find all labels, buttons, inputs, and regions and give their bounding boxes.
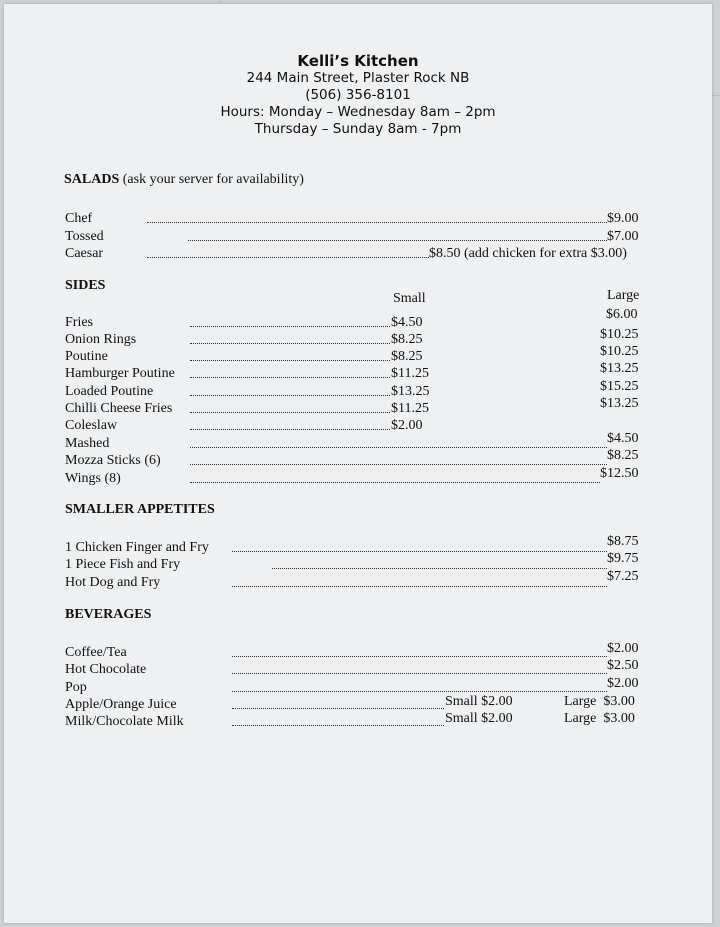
tabletop-seam bbox=[712, 95, 720, 96]
item-price: $9.00 bbox=[607, 211, 639, 226]
price-small: $8.25 bbox=[391, 332, 423, 347]
hours-weekday: Hours: Monday – Wednesday 8am – 2pm bbox=[220, 104, 496, 120]
item-price: $8.50 (add chicken for extra $3.00) bbox=[429, 246, 627, 261]
item-name: Onion Rings bbox=[65, 332, 137, 347]
menu-item-caesar bbox=[4, 245, 712, 263]
menu-header bbox=[4, 52, 712, 138]
item-price: $2.00 bbox=[607, 676, 639, 691]
item-name: Poutine bbox=[65, 349, 108, 364]
item-price: $7.25 bbox=[607, 569, 639, 584]
item-price: $2.00 bbox=[607, 641, 639, 656]
dot-leader bbox=[232, 725, 444, 726]
price-small: $11.25 bbox=[391, 401, 429, 416]
item-name: Milk/Chocolate Milk bbox=[65, 714, 184, 729]
price-large: Large $3.00 bbox=[564, 694, 635, 709]
menu-item-hot-chocolate bbox=[4, 658, 712, 679]
item-name: Hot Dog and Fry bbox=[65, 575, 161, 590]
dot-leader bbox=[272, 568, 607, 569]
menu-item-chef bbox=[4, 210, 712, 228]
menu-item-chicken-finger bbox=[4, 534, 712, 557]
item-name: Chef bbox=[65, 211, 93, 226]
item-name: Tossed bbox=[65, 229, 104, 244]
menu-item-fish-and-fry bbox=[4, 551, 712, 574]
price-small: Small $2.00 bbox=[445, 694, 513, 709]
phone: (506) 356-8101 bbox=[305, 87, 411, 103]
menu-item-hot-dog bbox=[4, 569, 712, 592]
price-small: $2.00 bbox=[391, 418, 423, 433]
price-small: $11.25 bbox=[391, 366, 429, 381]
dot-leader bbox=[147, 222, 607, 223]
item-name: Coleslaw bbox=[65, 418, 118, 433]
item-price: $12.50 bbox=[600, 466, 639, 481]
dot-leader bbox=[232, 656, 607, 657]
menu-item-tossed bbox=[4, 228, 712, 246]
section-title-beverages: BEVERAGES bbox=[65, 607, 152, 622]
menu-item-mashed bbox=[4, 431, 712, 453]
item-price: $8.25 bbox=[607, 448, 639, 463]
price-small: $13.25 bbox=[391, 384, 430, 399]
dot-leader bbox=[190, 464, 607, 465]
price-large: $13.25 bbox=[600, 396, 639, 411]
section-title-smaller-appetites: SMALLER APPETITES bbox=[65, 502, 215, 517]
salads-title: SALADS bbox=[64, 172, 120, 187]
menu-item-coffee-tea bbox=[4, 641, 712, 662]
dot-leader bbox=[232, 708, 444, 709]
item-name: Mozza Sticks (6) bbox=[65, 453, 161, 468]
price-small: $4.50 bbox=[391, 315, 423, 330]
item-price: $8.75 bbox=[607, 534, 639, 549]
price-small: Small $2.00 bbox=[445, 711, 513, 726]
dot-leader bbox=[147, 257, 429, 258]
dot-leader bbox=[188, 240, 607, 241]
price-large: Large $3.00 bbox=[564, 711, 635, 726]
dot-leader bbox=[232, 673, 607, 674]
item-name: Loaded Poutine bbox=[65, 384, 154, 399]
item-name: Hamburger Poutine bbox=[65, 366, 175, 381]
item-price: $4.50 bbox=[607, 431, 639, 446]
section-title-sides: SIDES bbox=[65, 278, 106, 293]
address: 244 Main Street, Plaster Rock NB bbox=[246, 70, 470, 86]
menu-item-coleslaw bbox=[4, 417, 712, 435]
dot-leader bbox=[190, 343, 390, 344]
price-large: $6.00 bbox=[606, 307, 638, 322]
item-name: Caesar bbox=[65, 246, 104, 261]
item-name: Chilli Cheese Fries bbox=[65, 401, 173, 416]
dot-leader bbox=[190, 412, 390, 413]
item-name: Hot Chocolate bbox=[65, 662, 147, 677]
item-name: Pop bbox=[65, 680, 87, 695]
dot-leader bbox=[232, 691, 607, 692]
price-small: $8.25 bbox=[391, 349, 423, 364]
item-name: 1 Chicken Finger and Fry bbox=[65, 540, 209, 555]
dot-leader bbox=[190, 326, 390, 327]
dot-leader bbox=[190, 429, 390, 430]
item-price: $2.50 bbox=[607, 658, 639, 673]
menu-item-milk bbox=[4, 713, 712, 731]
item-name: Coffee/Tea bbox=[65, 645, 127, 660]
item-name: Fries bbox=[65, 315, 93, 330]
price-large: $10.25 bbox=[600, 344, 639, 359]
dot-leader bbox=[190, 447, 607, 448]
column-head-small: Small bbox=[393, 291, 426, 306]
item-name: Wings (8) bbox=[65, 471, 121, 486]
item-name: Mashed bbox=[65, 436, 110, 451]
item-name: 1 Piece Fish and Fry bbox=[65, 557, 181, 572]
price-large: $10.25 bbox=[600, 327, 639, 342]
price-large: $13.25 bbox=[600, 361, 639, 376]
section-title-salads bbox=[64, 172, 304, 188]
dot-leader bbox=[190, 377, 390, 378]
restaurant-name: Kelli’s Kitchen bbox=[297, 52, 419, 70]
dot-leader bbox=[190, 360, 390, 361]
column-head-large: Large bbox=[607, 288, 640, 303]
dot-leader bbox=[232, 551, 607, 552]
menu-item-chilli-cheese-fries bbox=[4, 396, 712, 418]
dot-leader bbox=[232, 586, 607, 587]
salads-note: (ask your server for availability) bbox=[119, 172, 304, 187]
menu-sheet bbox=[4, 4, 712, 923]
hours-weekend: Thursday – Sunday 8am - 7pm bbox=[254, 121, 462, 137]
dot-leader bbox=[190, 395, 390, 396]
price-large: $15.25 bbox=[600, 379, 639, 394]
item-name: Apple/Orange Juice bbox=[65, 697, 177, 712]
dot-leader bbox=[190, 482, 600, 483]
item-price: $7.00 bbox=[607, 229, 639, 244]
menu-item-wings bbox=[4, 466, 712, 488]
item-price: $9.75 bbox=[607, 551, 639, 566]
